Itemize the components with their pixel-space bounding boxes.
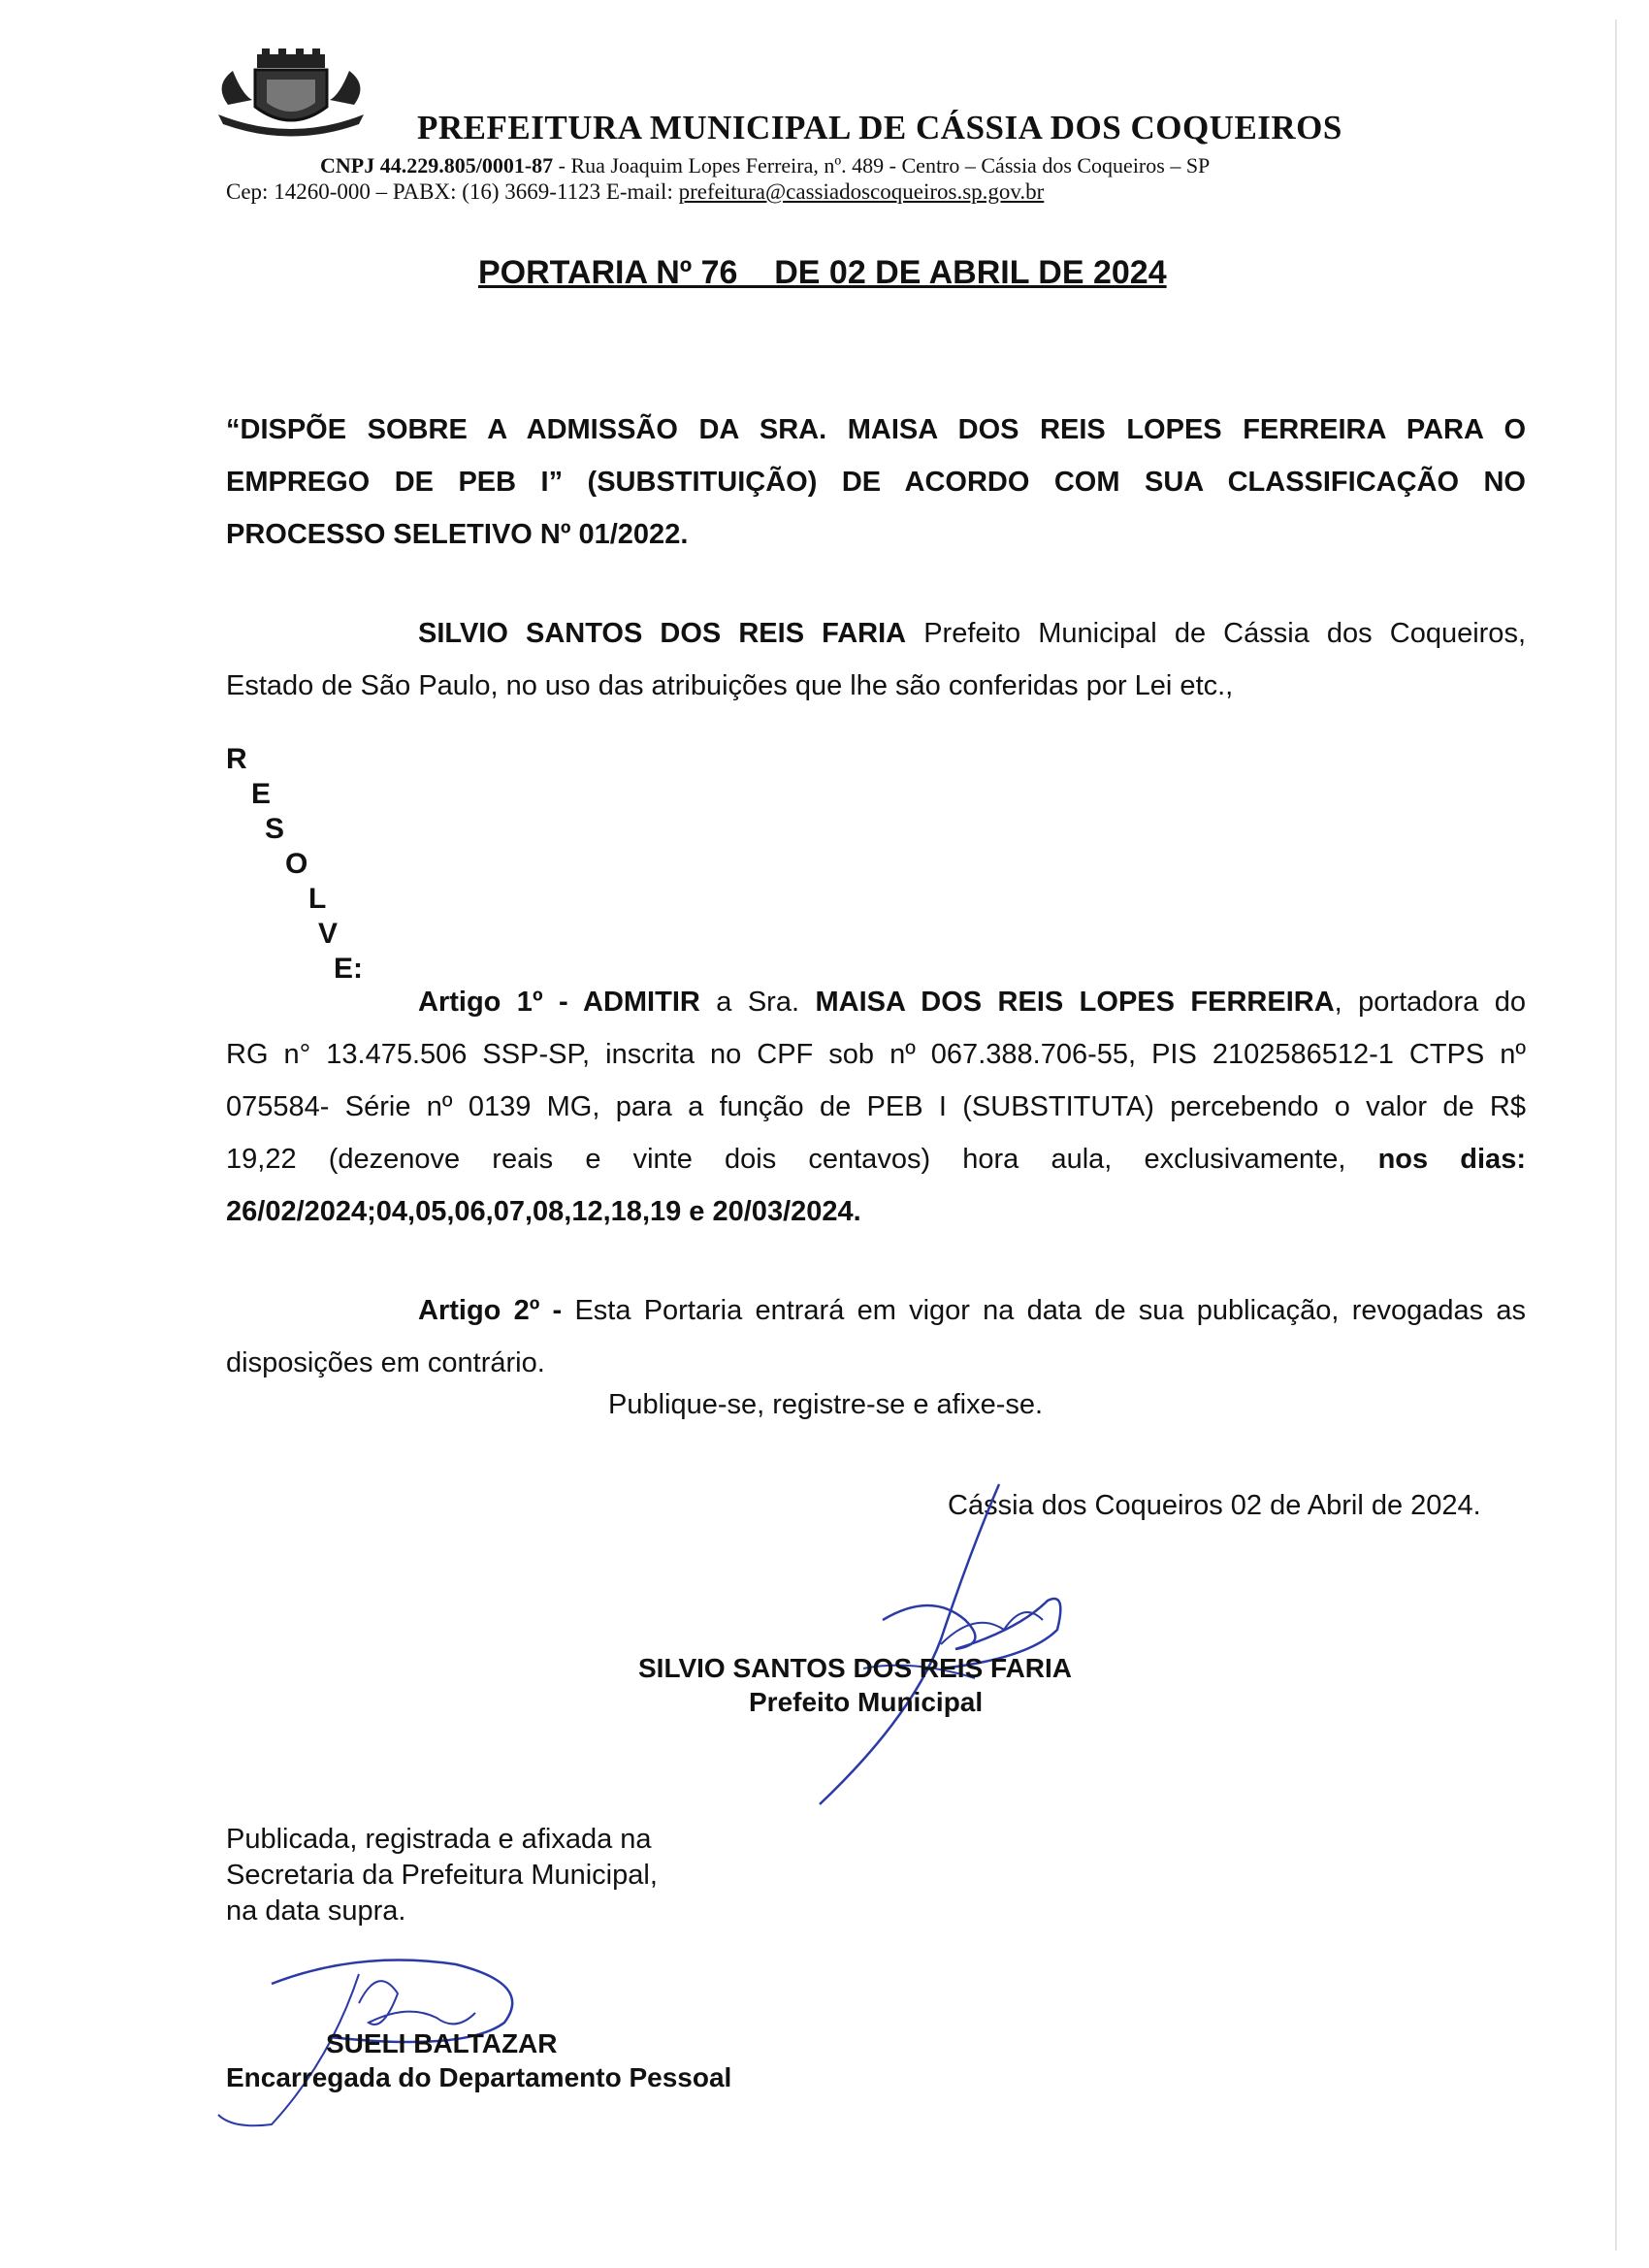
ementa-line-3: PROCESSO SELETIVO Nº 01/2022. — [226, 519, 689, 550]
org-address: - Rua Joaquim Lopes Ferreira, nº. 489 - Centro – Cássia dos Coqueiros – SP — [553, 153, 1211, 178]
mayor-signatory-name: SILVIO SANTOS DOS REIS FARIA — [638, 1653, 1073, 1683]
artigo-2-line-1 — [226, 1284, 1526, 1337]
artigo-2-label: Artigo 2º - — [418, 1295, 575, 1326]
artigo-1-label: Artigo 1º - — [418, 987, 583, 1018]
preamble-line-1-rest: Prefeito Municipal de Cássia dos Coqueiros, — [906, 618, 1526, 649]
ementa-line-1: “DISPÕE SOBRE A ADMISSÃO DA SRA. MAISA DOS REIS LOPES FERREIRA PARA O — [226, 414, 1526, 445]
resolve-letter: S — [265, 813, 285, 845]
artigo-2 — [226, 1284, 1526, 1389]
artigo-1-line-1 — [226, 976, 1526, 1028]
admitted-name: MAISA DOS REIS LOPES FERREIRA — [815, 987, 1335, 1018]
resolve-letter: R — [226, 743, 247, 775]
document-title: PORTARIA Nº 76 DE 02 DE ABRIL DE 2024 — [478, 254, 1167, 291]
artigo-1-line-4-bold: nos dias: — [1377, 1144, 1526, 1175]
artigo-1 — [226, 976, 1526, 1238]
publication-note-line-3: na data supra. — [226, 1895, 406, 1927]
org-cnpj-address — [320, 153, 1210, 178]
org-name: PREFEITURA MUNICIPAL DE CÁSSIA DOS COQUEIROS — [417, 109, 1342, 146]
publique-line: Publique-se, registre-se e afixe-se. — [608, 1389, 1044, 1420]
artigo-1-line-4 — [226, 1133, 1526, 1185]
publication-note-line-1: Publicada, registrada e afixada na — [226, 1824, 652, 1855]
artigo-2-line-1-rest: Esta Portaria entrará em vigor na data de sua publicação, revogadas as — [574, 1295, 1527, 1326]
publication-note — [226, 1822, 658, 1929]
ementa — [226, 404, 1526, 561]
artigo-1-line-4-text: 19,22 (dezenove reais e vinte dois centavos) hora aula, exclusivamente, — [226, 1144, 1378, 1175]
resolve-letter: E: — [334, 953, 363, 985]
coat-of-arms-icon — [209, 47, 373, 144]
place-and-date: Cássia dos Coqueiros 02 de Abril de 2024. — [948, 1490, 1481, 1521]
artigo-1-a-sra: a Sra. — [699, 987, 816, 1018]
preamble-line-2: Estado de São Paulo, no uso das atribuições que lhe são conferidas por Lei etc., — [226, 670, 1234, 701]
org-contact — [226, 179, 1044, 205]
artigo-1-verb: ADMITIR — [583, 987, 700, 1018]
clerk-signatory-name: SUELI BALTAZAR — [326, 2028, 558, 2058]
resolve-letter: V — [318, 918, 339, 950]
resolve-letter: E — [251, 778, 272, 810]
artigo-1-line-1-rest: , portadora do — [1334, 987, 1526, 1018]
preamble — [226, 607, 1526, 712]
preamble-line-1 — [226, 607, 1526, 660]
artigo-1-line-2: RG n° 13.475.506 SSP-SP, inscrita no CPF sob nº 067.388.706-55, PIS 2102586512-1 CTPS nº — [226, 1039, 1526, 1070]
mayor-signatory-role: Prefeito Municipal — [749, 1687, 984, 1717]
publication-note-line-2: Secretaria da Prefeitura Municipal, — [226, 1860, 658, 1891]
artigo-2-line-2: disposições em contrário. — [226, 1347, 545, 1378]
mayor-name: SILVIO SANTOS DOS REIS FARIA — [418, 618, 907, 649]
mayor-signature-icon — [795, 1474, 1116, 1824]
ementa-line-2: EMPREGO DE PEB I” (SUBSTITUIÇÃO) DE ACORDO COM SUA CLASSIFICAÇÃO NO — [226, 467, 1526, 498]
org-cnpj: CNPJ 44.229.805/0001-87 — [320, 153, 554, 178]
artigo-1-line-3: 075584- Série nº 0139 MG, para a função de PEB I (SUBSTITUTA) percebendo o valor de R$ — [226, 1091, 1526, 1122]
artigo-1-dates: 26/02/2024;04,05,06,07,08,12,18,19 e 20/03/2024. — [226, 1196, 861, 1227]
org-contact-prefix: Cep: 14260-000 – PABX: (16) 3669-1123 E-mail: — [226, 179, 679, 204]
page-edge — [1615, 19, 1617, 2251]
resolve-letter: O — [285, 848, 308, 880]
resolve-letter: L — [308, 883, 327, 915]
clerk-signatory-role: Encarregada do Departamento Pessoal — [226, 2062, 732, 2092]
org-email: prefeitura@cassiadoscoqueiros.sp.gov.br — [678, 179, 1045, 204]
